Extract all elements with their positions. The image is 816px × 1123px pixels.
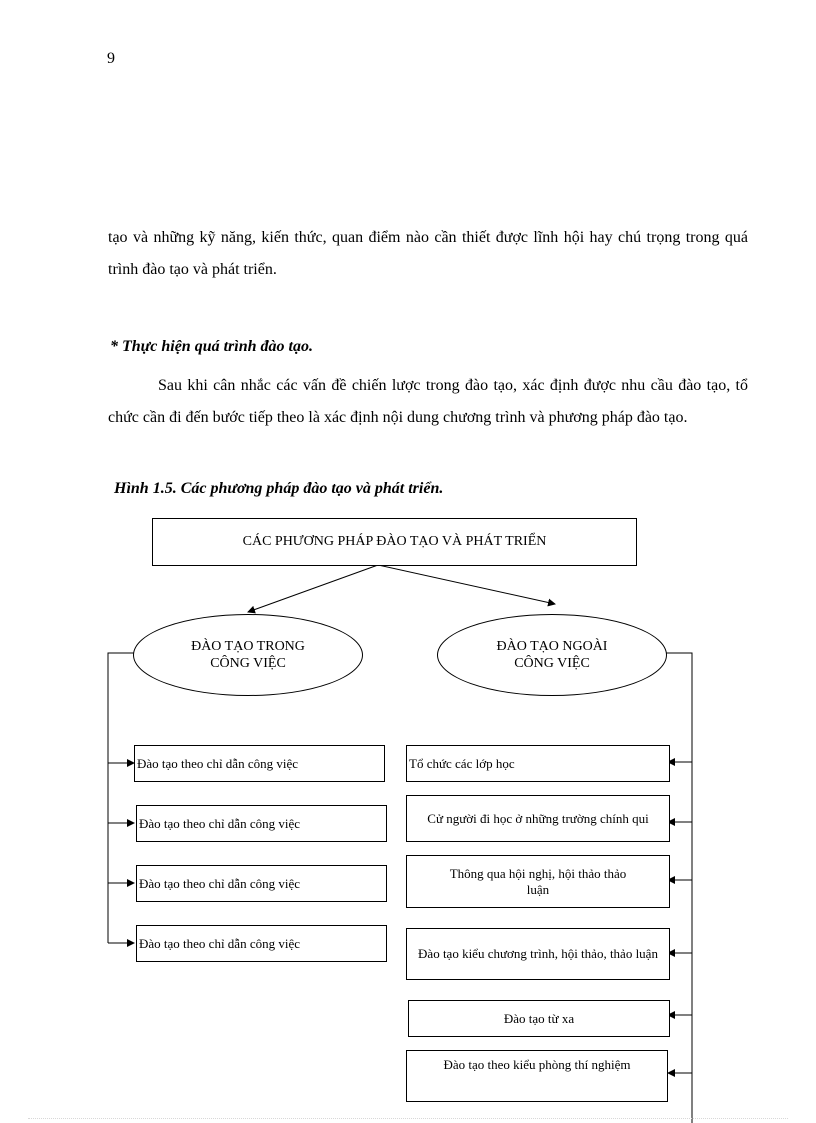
figure-caption: Hình 1.5. Các phương pháp đào tạo và phát triển. (114, 480, 444, 497)
page-bottom-rule (28, 1118, 788, 1119)
left-bus-line (108, 653, 134, 943)
right-item-5: Đào tạo từ xa (408, 1000, 670, 1037)
root-box: CÁC PHƯƠNG PHÁP ĐÀO TẠO VÀ PHÁT TRIỂN (152, 518, 637, 566)
left-item-1: Đào tạo theo chỉ dẫn công việc (134, 745, 385, 782)
right-item-1: Tổ chức các lớp học (406, 745, 670, 782)
left-item-3: Đào tạo theo chỉ dẫn công việc (136, 865, 387, 902)
left-branch-label: ĐÀO TẠO TRONG CÔNG VIỆC (191, 639, 305, 671)
right-item-6: Đào tạo theo kiểu phòng thí nghiệm (406, 1050, 668, 1102)
right-item-4: Đào tạo kiểu chương trình, hội thảo, thảo luận (406, 928, 670, 980)
arrow-to-left-branch (248, 565, 378, 612)
left-item-4: Đào tạo theo chỉ dẫn công việc (136, 925, 387, 962)
right-item-2: Cử người đi học ở những trường chính qui (406, 795, 670, 842)
right-branch-ellipse (437, 614, 667, 696)
section-heading: * Thực hiện quá trình đào tạo. (110, 338, 313, 355)
left-item-2: Đào tạo theo chỉ dẫn công việc (136, 805, 387, 842)
arrow-to-right-branch (378, 565, 555, 604)
paragraph-body: Sau khi cân nhắc các vấn đề chiến lược trong đào tạo, xác định được nhu cầu đào tạo, tổ chức cần đi đến bước tiếp theo là xác định nội dung chương trình và phương pháp đào tạo. (108, 377, 748, 426)
paragraph-intro: tạo và những kỹ năng, kiến thức, quan điểm nào cần thiết được lĩnh hội hay chú trọng trong quá trình đào tạo và phát triển. (108, 229, 748, 278)
left-branch-ellipse (133, 614, 363, 696)
page-number: 9 (107, 50, 115, 67)
right-branch-label: ĐÀO TẠO NGOÀI CÔNG VIỆC (496, 639, 608, 671)
right-item-3: Thông qua hội nghị, hội thảo thảo luận (406, 855, 670, 908)
